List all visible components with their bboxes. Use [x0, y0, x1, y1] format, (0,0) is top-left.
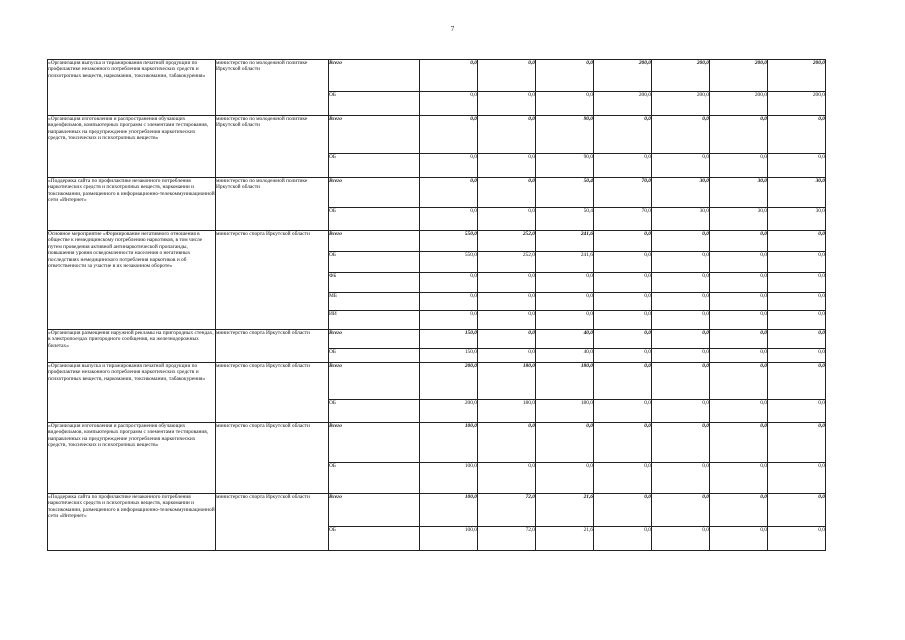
event-description: «Организация выпуска и тиражирования печатной продукции по профилактике незаконного потребления наркотических средств и психотропных веществ, наркомании, токсикомании, табакокурения»: [48, 60, 216, 116]
amount-cell: 0,0: [710, 463, 768, 494]
funding-source: ОБ: [329, 154, 420, 178]
amount-cell: 0,0: [478, 116, 536, 154]
amount-cell: 0,0: [594, 311, 652, 330]
page-number: 7: [450, 25, 455, 33]
amount-cell: 40,0: [536, 330, 594, 349]
amount-cell: 0,0: [710, 293, 768, 311]
amount-cell: 0,0: [536, 92, 594, 116]
amount-cell: 0,0: [536, 60, 594, 92]
amount-cell: 0,0: [710, 231, 768, 252]
funding-source: Всего: [329, 494, 420, 527]
amount-cell: 50,4: [536, 178, 594, 208]
table-row: [48, 363, 826, 400]
amount-cell: 0,0: [478, 154, 536, 178]
amount-cell: 0,0: [420, 293, 478, 311]
amount-cell: 150,0: [420, 330, 478, 349]
event-description: «Организация размещения наружной рекламы на пригородных стендах, в электропоездах пригородного сообщения, на железнодорожных билетах»: [48, 330, 216, 363]
amount-cell: 0,0: [710, 311, 768, 330]
event-description: «Поддержка сайта по профилактике незаконного потребления наркотических средств и психотропных веществ, наркомании и токсикомании, размещенного в информационно-телекоммуникационной сети «Интернет»: [48, 494, 216, 551]
amount-cell: 100,0: [420, 463, 478, 494]
amount-cell: 200,0: [710, 92, 768, 116]
amount-cell: 0,0: [710, 330, 768, 349]
funding-source: Всего: [329, 423, 420, 463]
amount-cell: 21,6: [536, 527, 594, 551]
table-row: [48, 60, 826, 92]
amount-cell: 180,0: [536, 400, 594, 423]
amount-cell: 0,0: [420, 154, 478, 178]
amount-cell: 0,0: [594, 293, 652, 311]
amount-cell: 0,0: [478, 330, 536, 349]
amount-cell: 30,0: [652, 208, 710, 231]
amount-cell: 30,0: [710, 208, 768, 231]
amount-cell: 0,0: [768, 527, 826, 551]
amount-cell: 0,0: [768, 363, 826, 400]
amount-cell: 100,0: [420, 527, 478, 551]
executor-name: министерство спорта Иркутской области: [216, 494, 329, 551]
table-row: [48, 231, 826, 252]
amount-cell: 0,0: [478, 273, 536, 293]
event-description: «Поддержка сайта по профилактике незаконного потребления наркотических средств и психотропных веществ, наркомании и токсикомании, размещенного в информационно-телекоммуникационной сети «Интернет»: [48, 178, 216, 231]
table-row: [48, 494, 826, 527]
amount-cell: 30,0: [710, 178, 768, 208]
amount-cell: 0,0: [594, 330, 652, 349]
table-row: [48, 330, 826, 349]
amount-cell: 0,0: [478, 293, 536, 311]
amount-cell: 0,0: [536, 423, 594, 463]
amount-cell: 200,0: [594, 92, 652, 116]
funding-source: ОБ: [329, 208, 420, 231]
amount-cell: 0,0: [652, 116, 710, 154]
amount-cell: 0,0: [478, 178, 536, 208]
amount-cell: 0,0: [594, 116, 652, 154]
amount-cell: 30,0: [768, 208, 826, 231]
funding-source: Всего: [329, 116, 420, 154]
amount-cell: 0,0: [536, 293, 594, 311]
amount-cell: 0,0: [768, 273, 826, 293]
amount-cell: 200,0: [420, 400, 478, 423]
amount-cell: 0,0: [420, 60, 478, 92]
amount-cell: 0,0: [594, 252, 652, 273]
amount-cell: 0,0: [710, 349, 768, 363]
funding-source: ОБ: [329, 463, 420, 494]
funding-source: ИИ: [329, 311, 420, 330]
amount-cell: 0,0: [652, 231, 710, 252]
amount-cell: 180,0: [478, 363, 536, 400]
amount-cell: 0,0: [652, 154, 710, 178]
amount-cell: 0,0: [594, 363, 652, 400]
executor-name: министерство спорта Иркутской области: [216, 423, 329, 494]
amount-cell: 0,0: [710, 252, 768, 273]
amount-cell: 0,0: [768, 252, 826, 273]
executor-name: министерство по молодежной политике Иркутской области: [216, 116, 329, 178]
amount-cell: 0,0: [652, 527, 710, 551]
table-row: [48, 116, 826, 154]
funding-source: ОБ: [329, 92, 420, 116]
budget-table: [47, 59, 826, 551]
amount-cell: 0,0: [594, 494, 652, 527]
amount-cell: 50,4: [536, 208, 594, 231]
amount-cell: 0,0: [768, 494, 826, 527]
amount-cell: 0,0: [768, 463, 826, 494]
amount-cell: 150,0: [420, 349, 478, 363]
amount-cell: 70,0: [594, 178, 652, 208]
funding-source: Всего: [329, 231, 420, 252]
amount-cell: 0,0: [478, 463, 536, 494]
amount-cell: 21,6: [536, 494, 594, 527]
amount-cell: 0,0: [594, 423, 652, 463]
executor-name: министерство по молодежной политике Иркутской области: [216, 178, 329, 231]
table-row: [48, 423, 826, 463]
amount-cell: 0,0: [420, 92, 478, 116]
amount-cell: 0,0: [594, 400, 652, 423]
amount-cell: 70,0: [594, 208, 652, 231]
amount-cell: 0,0: [710, 527, 768, 551]
amount-cell: 241,6: [536, 252, 594, 273]
amount-cell: 0,0: [478, 208, 536, 231]
amount-cell: 241,6: [536, 231, 594, 252]
amount-cell: 0,0: [594, 273, 652, 293]
amount-cell: 0,0: [768, 231, 826, 252]
event-description: «Организация выпуска и тиражирования печатной продукции по профилактике незаконного потребления наркотических средств и психотропных веществ, наркомании, токсикомании, табакокурения»: [48, 363, 216, 423]
executor-name: министерство спорта Иркутской области: [216, 363, 329, 423]
amount-cell: 200,0: [652, 60, 710, 92]
amount-cell: 0,0: [594, 349, 652, 363]
event-description: «Организация изготовления и распространения обучающих видеофильмов, компьютерных программ с элементами тестирования, направленных на предупреждение употребления наркотических средств, токсических и психотропных веществ»: [48, 116, 216, 178]
amount-cell: 0,0: [710, 116, 768, 154]
amount-cell: 200,0: [768, 60, 826, 92]
amount-cell: 0,0: [652, 311, 710, 330]
amount-cell: 0,0: [768, 400, 826, 423]
executor-name: министерство спорта Иркутской области: [216, 330, 329, 363]
amount-cell: 200,0: [652, 92, 710, 116]
table-body: [48, 60, 826, 551]
amount-cell: 0,0: [420, 208, 478, 231]
amount-cell: 0,0: [478, 423, 536, 463]
amount-cell: 0,0: [536, 463, 594, 494]
amount-cell: 0,0: [768, 293, 826, 311]
amount-cell: 252,0: [478, 231, 536, 252]
funding-source: МБ: [329, 293, 420, 311]
amount-cell: 0,0: [768, 311, 826, 330]
amount-cell: 0,0: [652, 330, 710, 349]
amount-cell: 0,0: [768, 423, 826, 463]
amount-cell: 0,0: [594, 231, 652, 252]
amount-cell: 550,0: [420, 231, 478, 252]
amount-cell: 0,0: [594, 527, 652, 551]
amount-cell: 100,0: [420, 494, 478, 527]
amount-cell: 0,0: [768, 154, 826, 178]
amount-cell: 180,0: [536, 363, 594, 400]
amount-cell: 30,0: [652, 178, 710, 208]
amount-cell: 0,0: [652, 400, 710, 423]
amount-cell: 90,0: [536, 154, 594, 178]
amount-cell: 0,0: [536, 273, 594, 293]
funding-source: ОБ: [329, 252, 420, 273]
amount-cell: 200,0: [420, 363, 478, 400]
amount-cell: 0,0: [710, 363, 768, 400]
amount-cell: 0,0: [652, 494, 710, 527]
amount-cell: 0,0: [710, 154, 768, 178]
amount-cell: 0,0: [652, 252, 710, 273]
funding-source: ОБ: [329, 400, 420, 423]
amount-cell: 0,0: [478, 60, 536, 92]
funding-source: Всего: [329, 60, 420, 92]
amount-cell: 200,0: [594, 60, 652, 92]
amount-cell: 0,0: [652, 349, 710, 363]
funding-source: ОБ: [329, 349, 420, 363]
table-row: [48, 178, 826, 208]
amount-cell: 180,0: [478, 400, 536, 423]
amount-cell: 0,0: [420, 311, 478, 330]
amount-cell: 0,0: [710, 400, 768, 423]
amount-cell: 0,0: [420, 116, 478, 154]
amount-cell: 0,0: [652, 293, 710, 311]
executor-name: министерство по молодежной политике Иркутской области: [216, 60, 329, 116]
amount-cell: 0,0: [594, 154, 652, 178]
amount-cell: 0,0: [652, 423, 710, 463]
funding-source: Всего: [329, 178, 420, 208]
amount-cell: 0,0: [710, 273, 768, 293]
amount-cell: 30,0: [768, 178, 826, 208]
amount-cell: 200,0: [710, 60, 768, 92]
amount-cell: 0,0: [768, 349, 826, 363]
amount-cell: 40,0: [536, 349, 594, 363]
amount-cell: 100,0: [420, 423, 478, 463]
event-description: «Организация изготовления и распространения обучающих видеофильмов, компьютерных программ с элементами тестирования, направленных на предупреждение употребления наркотических средств, токсических и психотропных веществ»: [48, 423, 216, 494]
funding-source: ОБ: [329, 527, 420, 551]
funding-source: Всего: [329, 363, 420, 400]
amount-cell: 550,0: [420, 252, 478, 273]
amount-cell: 0,0: [652, 363, 710, 400]
amount-cell: 0,0: [768, 116, 826, 154]
funding-source: ФБ: [329, 273, 420, 293]
funding-source: Всего: [329, 330, 420, 349]
amount-cell: 0,0: [478, 92, 536, 116]
amount-cell: 90,0: [536, 116, 594, 154]
amount-cell: 0,0: [478, 311, 536, 330]
amount-cell: 0,0: [652, 463, 710, 494]
amount-cell: 0,0: [536, 311, 594, 330]
amount-cell: 200,0: [768, 92, 826, 116]
amount-cell: 0,0: [710, 494, 768, 527]
amount-cell: 0,0: [652, 273, 710, 293]
amount-cell: 0,0: [420, 273, 478, 293]
amount-cell: 0,0: [594, 463, 652, 494]
amount-cell: 0,0: [710, 423, 768, 463]
executor-name: министерство спорта Иркутской области: [216, 231, 329, 330]
amount-cell: 0,0: [420, 178, 478, 208]
event-description: Основное мероприятие «Формирование негативного отношения в обществе к немедицинскому потреблению наркотиков, в том числе путем проведения активной антинаркотической пропаганды, повышения уровня осведомленности населения о негативных последствиях немедицинского потребления наркотиков и об ответственности за участие в их незаконном обороте»: [48, 231, 216, 330]
amount-cell: 0,0: [768, 330, 826, 349]
amount-cell: 252,0: [478, 252, 536, 273]
amount-cell: 72,0: [478, 527, 536, 551]
amount-cell: 0,0: [478, 349, 536, 363]
amount-cell: 72,0: [478, 494, 536, 527]
